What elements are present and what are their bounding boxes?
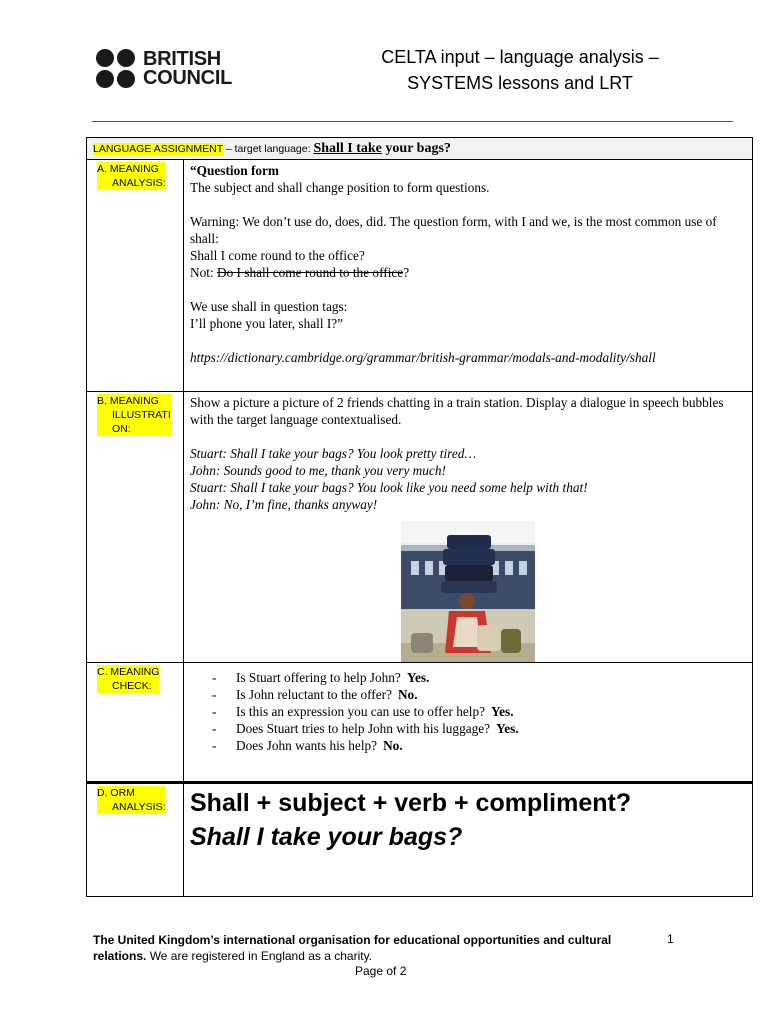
target-language-underlined: Shall I take [313,141,382,156]
document-title: CELTA input – language analysis – SYSTEMS lessons and LRT [381,47,659,93]
list-item: - Is this an expression you can use to offer help? Yes. [212,703,746,720]
logo-dots-icon [96,49,135,88]
section-a-row [87,160,753,392]
form-formula: Shall + subject + verb + compliment? [190,789,632,817]
meaning-analysis-content: “Question form The subject and shall change position to form questions. Warning: We don’t use do, does, did. The question form, with I and we, is the most common use of shall: Shall I come round to the office? Not: Do I shall come round to the office? We use shall in question tags: I’ll phone you later, shall I?” https://dictionary.cambridge.org/grammar/british-grammar/modals-and-modality/shall [184,160,753,392]
footer-number: 1 [667,932,674,946]
section-c-row [87,663,753,783]
section-d-row [87,783,753,897]
assignment-header [87,138,753,160]
train-station-photo [401,521,535,662]
section-a-label: A. MEANING ANALYSIS: [87,160,184,392]
section-d-label: D. ORM ANALYSIS: [87,783,184,897]
assignment-prefix: – target language: [222,143,314,155]
meaning-check-content [184,663,753,783]
section-c-label: C. MEANING CHECK: [87,663,184,783]
assignment-label: LANGUAGE ASSIGNMENT [93,143,223,155]
list-item: - Does John wants his help? No. [212,737,746,754]
language-assignment-table [86,137,753,897]
list-item: - Does Stuart tries to help John with his luggage? Yes. [212,720,746,737]
logo-wordmark: BRITISH COUNCIL [143,47,233,89]
target-language-rest: your bags? [381,141,451,156]
page-number: Page of 2 [355,964,407,978]
concept-check-questions [190,669,746,754]
form-analysis-content [184,783,753,897]
list-item: - Is John reluctant to the offer? No. [212,686,746,703]
footer-text: The United Kingdom’s international organisation for educational opportunities and cultural relations. We are registered in England as a charity. [93,933,612,963]
form-example: Shall I take your bags? [190,823,463,851]
section-b-label: B. MEANING ILLUSTRATI ON: [87,392,184,663]
list-item: - Is Stuart offering to help John? Yes. [212,669,746,686]
section-b-row [87,392,753,663]
header-divider [92,121,733,122]
british-council-logo [96,49,232,88]
reference-url: https://dictionary.cambridge.org/grammar/british-grammar/modals-and-modality/shall [190,350,656,365]
meaning-illustration-content: Show a picture a picture of 2 friends chatting in a train station. Display a dialogue in speech bubbles with the target language contextualised. Stuart: Shall I take your bags? You look pretty tired… John: Sounds good to me, thank you very much! Stuart: Shall I take your bags? You look like you need some help with that! John: No, I’m fine, thanks anyway! [184,392,753,663]
